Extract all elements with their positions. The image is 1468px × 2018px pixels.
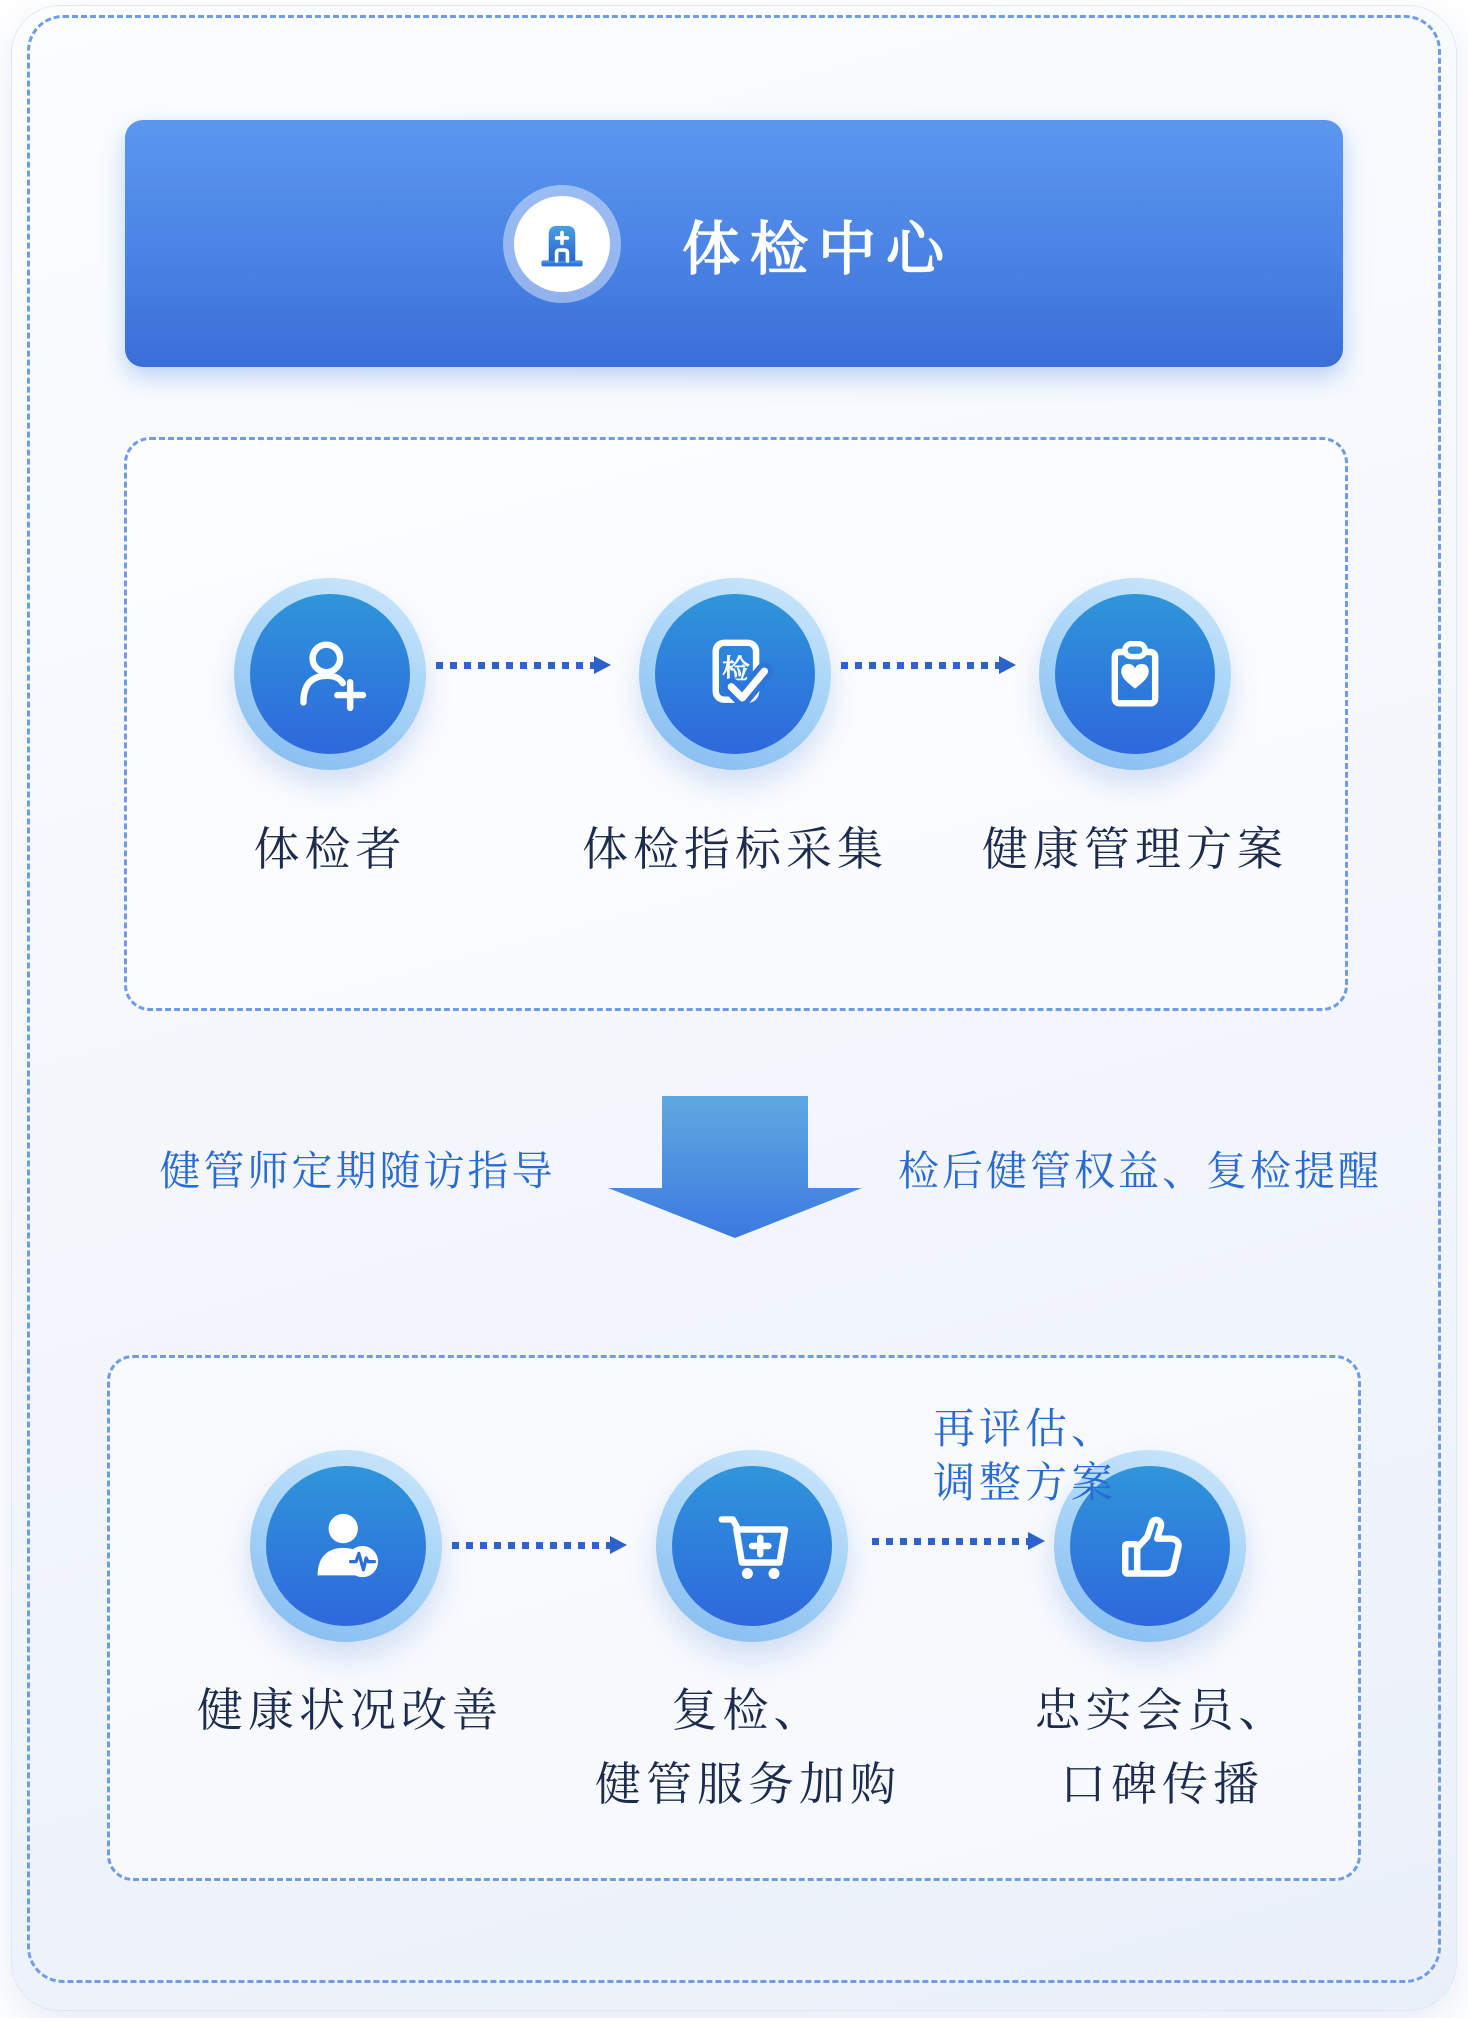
step-circle-collection bbox=[639, 578, 831, 770]
person-add-icon bbox=[250, 594, 410, 754]
person-pulse-icon bbox=[266, 1466, 426, 1626]
step-label-repurchase: 复检、 健管服务加购 bbox=[595, 1684, 901, 1810]
arrow-repurchase-to-loyal bbox=[872, 1538, 1028, 1545]
arrow-examinee-to-collection bbox=[436, 662, 594, 669]
arrow-collection-to-plan bbox=[841, 662, 999, 669]
cart-plus-icon bbox=[672, 1466, 832, 1626]
arrow-improved-to-repurchase bbox=[452, 1542, 610, 1549]
step-label-health-improved: 健康状况改善 bbox=[197, 1684, 503, 1736]
step-label-collection: 体检指标采集 bbox=[582, 823, 888, 875]
step-circle-repurchase bbox=[656, 1450, 848, 1642]
big-down-arrow bbox=[605, 1094, 865, 1240]
step-circle-health-plan bbox=[1039, 578, 1231, 770]
step-label-loyal-member: 忠实会员、 口碑传播 bbox=[1034, 1684, 1290, 1810]
transition-right-note: 检后健管权益、复检提醒 bbox=[898, 1148, 1382, 1194]
clipboard-heart-icon bbox=[1055, 594, 1215, 754]
document-check-icon-char: 检 bbox=[722, 653, 750, 685]
transition-left-note: 健管师定期随访指导 bbox=[159, 1148, 556, 1194]
hospital-building-icon bbox=[514, 196, 610, 292]
reassess-note-line2: 调整方案 bbox=[932, 1459, 1117, 1506]
step-circle-examinee bbox=[234, 578, 426, 770]
document-check-icon bbox=[655, 594, 815, 754]
header-banner bbox=[125, 120, 1343, 367]
reassess-note bbox=[855, 1402, 1195, 1510]
reassess-note-line1: 再评估、 bbox=[932, 1405, 1117, 1452]
step-circle-health-improved bbox=[250, 1450, 442, 1642]
page-title: 体检中心 bbox=[681, 216, 954, 282]
step-label-examinee: 体检者 bbox=[253, 823, 407, 875]
step-label-health-plan: 健康管理方案 bbox=[982, 823, 1288, 875]
